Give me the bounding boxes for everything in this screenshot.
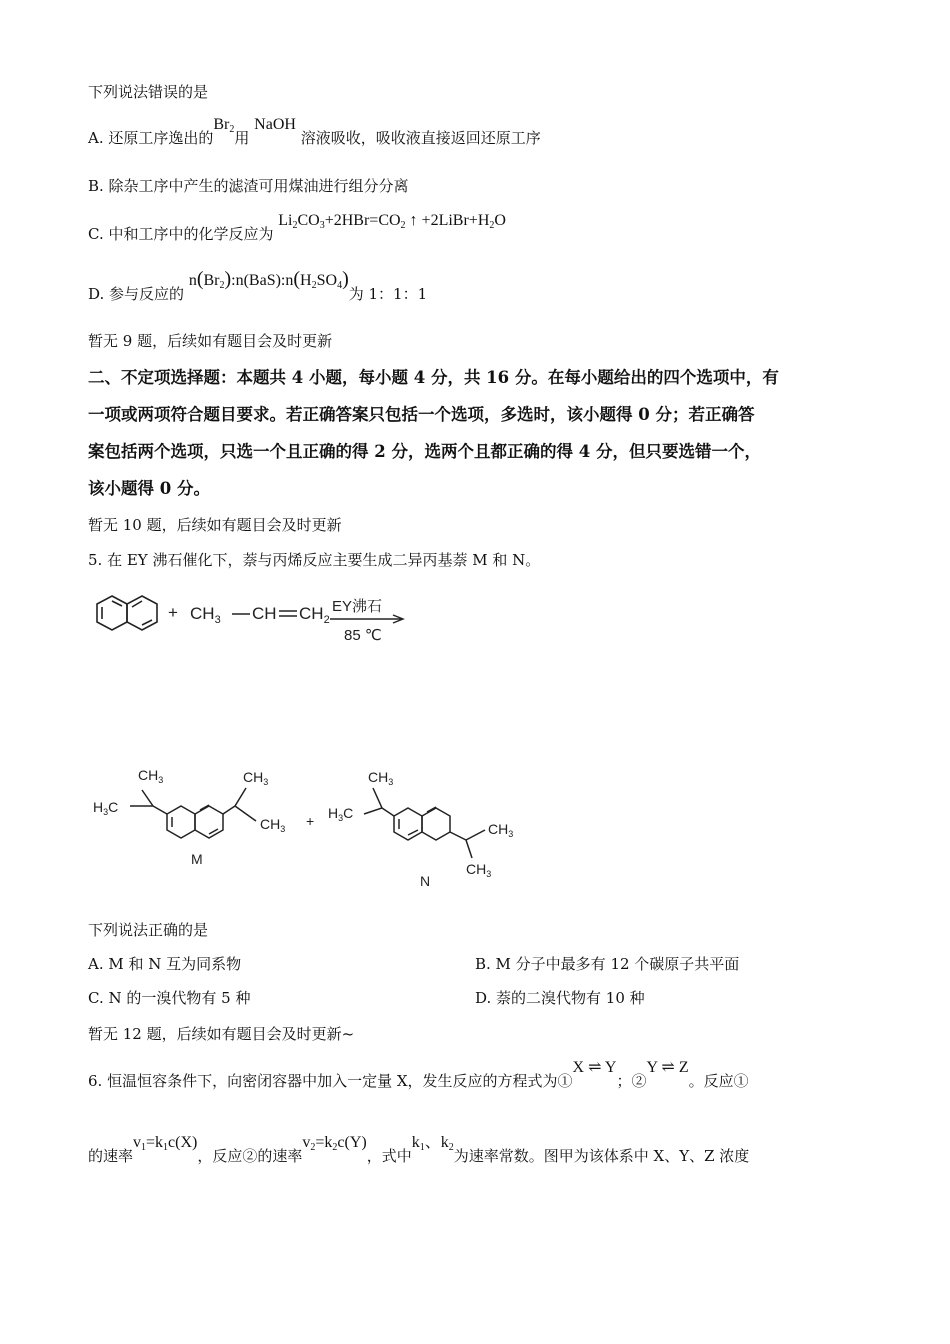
propene-ch2: $CH_2$: [299, 604, 330, 626]
q5-stem: 5. 在 EY 沸石催化下，萘与丙烯反应主要生成二异丙基萘 M 和 N。: [88, 551, 541, 569]
m-right-bottom-ch3: $CH_3$: [260, 816, 286, 834]
section2-line1: 二、不定项选择题：本题共 4 小题，每小题 4 分，共 16 分。在每小题给出的四个选项中，有: [88, 368, 779, 387]
rate-v2: $v_2=k_2c(Y)$: [302, 1134, 367, 1153]
q5-option-c[interactable]: C. N 的一溴代物有 5 种: [88, 989, 251, 1007]
n-right-ch3: $CH_3$: [488, 821, 514, 839]
note-q9: 暂无 9 题，后续如有题目会及时更新: [88, 332, 333, 350]
label-n: N: [420, 873, 431, 889]
section2-line2: 一项或两项符合题目要求。若正确答案只包括一个选项，多选时，该小题得 0 分；若正确答: [88, 405, 755, 424]
reaction-scheme: [90, 585, 420, 655]
br2-formula: $Br_2$: [213, 116, 235, 135]
q5-stem2: 下列说法正确的是: [88, 921, 209, 939]
q5-option-d[interactable]: D. 萘的二溴代物有 10 种: [475, 989, 645, 1007]
naoh-formula: NaOH: [254, 116, 296, 133]
propene-ch3: $CH_3$: [190, 604, 221, 626]
label-m: M: [191, 851, 203, 867]
q4-option-c[interactable]: C. 中和工序中的化学反应为 $Li_2CO_3+2HBr=CO_2$ ↑ $+2LiBr+H_2O$: [88, 212, 506, 243]
temperature-label: 85 ℃: [344, 627, 382, 644]
section2-line3: 案包括两个选项，只选一个且正确的得 2 分，选两个且都正确的得 4 分，但只要选错一个，: [88, 442, 761, 461]
m-top-ch3: $CH_3$: [138, 767, 164, 785]
equilibrium-1: X ⇌ Y: [572, 1059, 617, 1076]
section2-line4: 该小题得 0 分。: [88, 479, 210, 498]
note-q12: 暂无 12 题，后续如有题目会及时更新~: [88, 1025, 355, 1043]
q5-option-b[interactable]: B. M 分子中最多有 12 个碳原子共平面: [475, 955, 740, 973]
q5-option-a[interactable]: A. M 和 N 互为同系物: [88, 955, 242, 973]
plus-sign: +: [306, 813, 315, 829]
q4-stem: 下列说法错误的是: [88, 83, 209, 101]
rate-v1: $v_1=k_1c(X)$: [133, 1134, 198, 1153]
n-left-h3c: $H_3C$: [328, 805, 354, 823]
n-top-ch3: $CH_3$: [368, 769, 394, 787]
catalyst-label: EY沸石: [332, 598, 383, 615]
note-q10: 暂无 10 题，后续如有题目会及时更新: [88, 516, 342, 534]
q4-option-b[interactable]: B. 除杂工序中产生的滤渣可用煤油进行组分分离: [88, 177, 409, 195]
q4-option-a[interactable]: A. 还原工序逸出的$Br_2$用 NaOH 溶液吸收，吸收液直接返回还原工序: [88, 116, 541, 147]
equilibrium-2: Y ⇌ Z: [646, 1059, 689, 1076]
plus-sign: +: [168, 603, 178, 622]
reaction-formula: $Li_2CO_3+2HBr=CO_2$ ↑ $+2LiBr+H_2O$: [278, 212, 506, 231]
q4-option-d[interactable]: D. 参与反应的 $n(Br_2):n(BaS):n(H_2SO_4)$为 1：1：1: [88, 268, 428, 303]
m-left-h3c: $H_3C$: [93, 799, 119, 817]
products-scheme: [88, 758, 538, 890]
naphthalene-structure: [97, 596, 157, 630]
q6-line1: 6. 恒温恒容条件下，向密闭容器中加入一定量 X，发生反应的方程式为①X ⇌ Y；②Y ⇌ Z。反应①: [88, 1059, 749, 1090]
n-bottom-ch3: $CH_3$: [466, 861, 492, 879]
q6-line2: 的速率$v_1=k_1c(X)$，反应②的速率$v_2=k_2c(Y)$，式中$k_1$、$k_2$为速率常数。图甲为该体系中 X、Y、Z 浓度: [88, 1134, 750, 1165]
m-right-top-ch3: $CH_3$: [243, 769, 269, 787]
molecule-n: [364, 788, 485, 858]
rate-constants: $k_1$、$k_2$: [411, 1134, 454, 1153]
molecule-m: [130, 788, 256, 838]
ratio-formula: $n(Br_2):n(BaS):n(H_2SO_4)$: [188, 268, 349, 291]
propene-ch: CH: [252, 604, 277, 623]
